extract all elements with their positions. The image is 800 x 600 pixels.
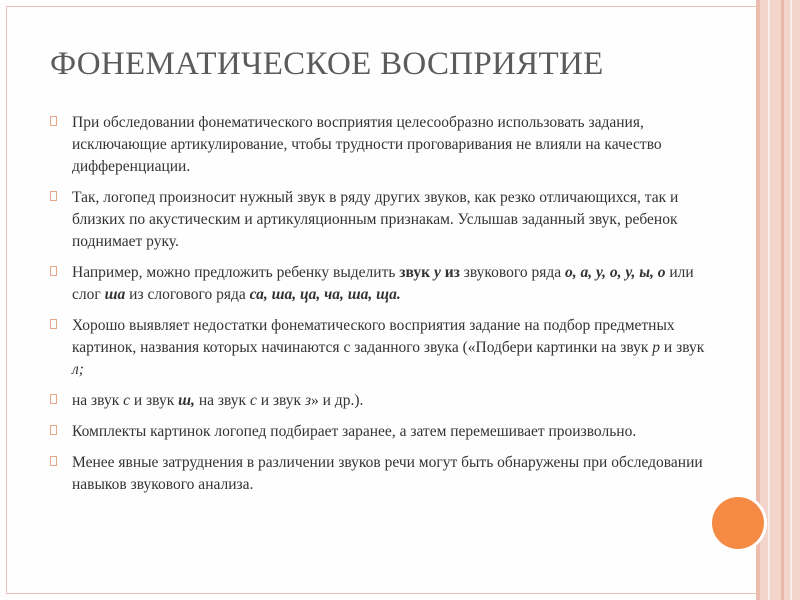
emphasis-text: са, ша, ца, ча, ша, ща. [249, 286, 401, 303]
bullet-icon [50, 319, 59, 330]
emphasis-text [434, 264, 441, 281]
bullet-icon [50, 266, 59, 277]
bullet-list [48, 112, 708, 505]
bullet-icon [50, 116, 59, 127]
emphasis-text: з [304, 392, 312, 409]
emphasis-text: р [652, 339, 661, 356]
bullet-item [48, 187, 708, 253]
emphasis-text: о, а, у, о, у, ы, о [564, 264, 666, 281]
bullet-item [48, 262, 708, 306]
decorative-stripe [781, 0, 784, 600]
bullet-icon [50, 456, 59, 467]
bullet-icon [50, 425, 59, 436]
emphasis-text: ш, [178, 392, 195, 409]
emphasis-text: л; [72, 361, 84, 378]
bullet-item [48, 452, 708, 496]
bullet-text: Так, логопед произносит нужный звук в ряду других звуков, как резко отличающихся, так и близких по акустическим и артикуляционным признакам. Услышав заданный звук, ребенок поднимает руку. [72, 189, 679, 250]
bullet-text: » и др.). [311, 392, 364, 409]
emphasis-text [105, 286, 126, 303]
decorative-stripe [768, 0, 770, 600]
bullet-icon [50, 191, 59, 202]
bullet-icon [50, 394, 59, 405]
bullet-text: При обследовании фонематического восприятия целесообразно использовать задания, исключающие артикулирование, чтобы трудности проговаривания не влияли на качество дифференциации. [72, 114, 662, 175]
emphasis-text: из [440, 264, 460, 281]
bullet-text: на звук [72, 392, 124, 409]
emphasis-text: ша [104, 286, 126, 303]
bullet-text: Комплекты картинок логопед подбирает заранее, а затем перемешивает произвольно. [72, 423, 637, 440]
bullet-text: Менее явные затруднения в различении звуков речи могут быть обнаружены при обследовании навыков звукового анализа. [72, 454, 703, 493]
emphasis-text [565, 264, 665, 281]
bullet-item [48, 421, 708, 443]
bullet-text: и звук [660, 339, 705, 356]
emphasis-text [178, 392, 195, 409]
bullet-text: Хорошо выявляет недостатки фонематического восприятия задание на подбор предметных картинок, названия которых начинаются с заданного звука («Подбери картинки на звук [72, 317, 675, 356]
bullet-text: на звук [194, 392, 250, 409]
bullet-text: звукового ряда [459, 264, 565, 281]
decorative-side-band [756, 0, 800, 600]
emphasis-text: с [123, 392, 131, 409]
bullet-item [48, 315, 708, 381]
decorative-circle [712, 497, 764, 549]
bullet-item [48, 390, 708, 412]
bullet-item [48, 112, 708, 178]
emphasis-text: с [249, 392, 257, 409]
bullet-text: и звук [130, 392, 179, 409]
bullet-text: Например, можно предложить ребенку выделить [72, 264, 400, 281]
emphasis-text: звук [399, 264, 434, 281]
decorative-stripe [790, 0, 792, 600]
bullet-text: из слогового ряда [125, 286, 250, 303]
emphasis-text: у [433, 264, 441, 281]
slide-title: ФОНЕМАТИЧЕСКОЕ ВОСПРИЯТИЕ [50, 46, 604, 82]
bullet-text: и звук [256, 392, 305, 409]
bullet-text: или слог [72, 264, 694, 303]
emphasis-text [250, 286, 401, 303]
